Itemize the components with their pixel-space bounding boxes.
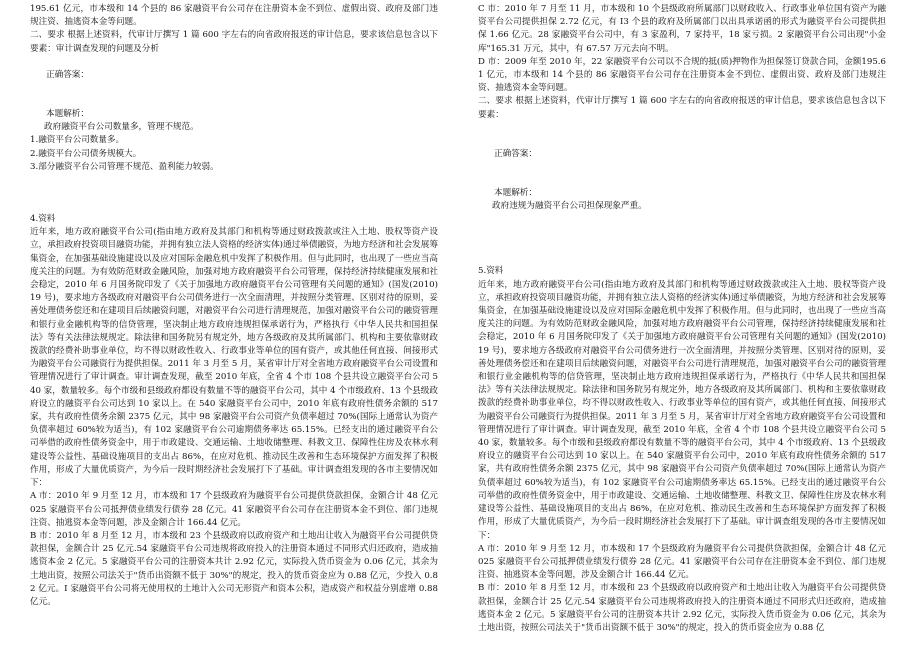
section5-paragraph-b: B 市：2010 年 8 月至 12 月，市本级和 23 个县级政府以政府资产和土地出让收入为融资平台公司提供贷款担保，金额合计 25 亿元.54 家融资平台公司违规将政府投入的注册资本通过不同形式归还政府，造成抽逃资本金 2 亿元。5 家融资平台公司的注册资本共计 2.92 亿元，实际投入货币资金为 0.06 亿元，其余为土地出资，按照公司法关于"货币出资额不低于 30%"的规定，投入的货币资金应为 0.88 亿 bbox=[478, 583, 886, 633]
left-analysis-point-3: 3.部分融资平台公司管理不规范、盈利能力较弱。 bbox=[30, 161, 219, 172]
right-analysis-heading: 政府违规为融资平台公司担保现象严重。 bbox=[492, 201, 647, 212]
left-analysis-label: 本题解析： bbox=[46, 109, 89, 120]
left-column bbox=[30, 3, 438, 609]
section4-paragraph-1: 近年来，地方政府融资平台公司(指由地方政府及其部门和机构等通过财政拨款或注入土地、股权等资产设立，承担政府投资项目融资功能，并拥有独立法人资格的经济实体)通过举债融资，为地方经济和社会发展筹集资金，在加强基础设施建设以及应对国际金融危机中发挥了积极作用。但与此同时，也出现了一些应当高度关注的问题。为有效防范财政金融风险，加强对地方政府融资平台公司管理，保持经济持续健康发展和社会稳定，2010 年 6 月国务院印发了《关于加强地方政府融资平台公司管理有关问题的通知》(国发(2010)19 号)，要求地方各级政府对融资平台公司债务进行一次全面清理，并按照分类管理、区别对待的原则，妥善处理债务偿还和在建项目后续融资问题，对融资平台公司进行清理规范，加强对融资平台公司的融资管理和银行业金融机构等的信贷管理，坚决制止地方政府违规担保承诺行为，严格执行《中华人民共和国担保法》等有关法律法规规定。除法律和国务院另有规定外，地方各级政府及其所属部门、机构和主要依靠财政拨款的经费补助事业单位，均不得以财政性收入、行政事业等单位的国有资产，或其他任何直接、间接形式为融资平台公司融资行为提供担保。2011 年 3 月至 5 月，某省审计厅对全省地方政府融资平台公司设置和管理情况进行了审计调查。审计调查发现，截至 2010 年底，全省 4 个市 108 个县共设立融资平台公司 540 家，数量较多。每个市级和县级政府都设有数量不等的融资平台公司，其中 4 个市级政府、13 个县级政府设立的融资平台公司达到 10 家以上。在 540 家融资平台公司中，2010 年底有政府性债务余额的 517 家，共有政府性债务余额 2375 亿元，其中 98 家融资平台公司资产负债率超过 70%(国际上通常认为资产负债率超过 60%较为适当)，有 102 家融资平台公司逾期债务率达 65.15%。已经支出的通过融资平台公司举借的政府性债务资金中，用于市政建设、交通运输、土地收储整理、科教文卫、保障性住房及农林水利建设等公益性、基础设施项目的支出占 86%，在应对危机、推动民生改善和生态环境保护方面发挥了积极作用，形成了大量优质资产，为今后一段时期经济社会发展打下了基础。审计调查组发现的各市主要情况如下： bbox=[30, 227, 438, 489]
section4-paragraph-a: A 市：2010 年 9 月至 12 月，市本级和 17 个县级政府为融资平台公司提供贷款担保，金额合计 48 亿元 025 家融资平台公司抵押债业绩发行债券 28 亿元。41 家融资平台公司存在注册资本金不到位、部门违规注资、抽逃资本金等问题，涉及金额合计 166.44 亿元。 bbox=[30, 491, 438, 528]
left-analysis-point-1: 1.融资平台公司数量多。 bbox=[30, 135, 125, 146]
right-city-c-text: C 市：2010 年 7 月至 11 月，市本级和 10 个县级政府所属部门以财政收入、行政事业单位国有资产为融资平台公司提供担保 2.72 亿元，有 I3 个县的政府及所属部门以出具承诺函的形式为融资平台公司提供担保 1.66 亿元。28 家融资平台公司中，有 3 家盈利，7 家持平，18 家亏损。2 家融资平台公司出现"小金库"165.31 万元，其中，有 67.57 万元去向不明。 bbox=[478, 4, 886, 54]
section5-paragraph-a: A 市：2010 年 9 月至 12 月，市本级和 17 个县级政府为融资平台公司提供贷款担保，金额合计 48 亿元 025 家融资平台公司抵押债业绩发行债券 28 亿元。41 家融资平台公司存在注册资本金不到位、部门违规注资、抽逃资本金等问题，涉及金额合计 166.44 亿元。 bbox=[478, 543, 886, 581]
left-requirement-text: 二、要求 根据上述资料，代审计厅撰写 1 篇 600 字左右的向省政府报送的审计信息，要求该信息包含以下要素：审计调查发现的问题及分析 bbox=[30, 30, 438, 54]
section4-paragraph-b: B 市：2010 年 8 月至 12 月，市本级和 23 个县级政府以政府资产和土地出让收入为融资平台公司提供贷款担保，金额合计 25 亿元.54 家融资平台公司违规将政府投入的注册资本通过不同形式归还政府，造成抽逃资本金 2 亿元。5 家融资平台公司的注册资本共计 2.92 亿元，实际投入货币资金为 0.06 亿元，其余为土地出资，按照公司法关于"货币出资额不低于 30%"的规定，投入的货币资金应为 0.88 亿元，少投入 0.82 亿元。I 家融资平台公司将无使用权的土地计入公司无形资产和资本公积，造成资产和权益分别虚增 0.88 亿元。 bbox=[30, 530, 438, 607]
left-analysis-point-2: 2.融资平台公司债务规模大。 bbox=[30, 148, 142, 159]
right-column bbox=[478, 3, 886, 635]
right-analysis-label: 本题解析： bbox=[494, 188, 537, 199]
section4-title: 4.资料 bbox=[30, 214, 56, 225]
section5-title: 5.资料 bbox=[478, 266, 504, 277]
left-analysis-heading: 政府融资平台公司数量多，管理不规范。 bbox=[44, 122, 199, 133]
left-answer-label: 正确答案： bbox=[46, 69, 89, 80]
right-requirement-text: 二、要求 根据上述资料，代审计厅撰写 1 篇 600 字左右的向省政府报送的审计信息，要求该信息包含以下要素： bbox=[478, 96, 886, 120]
section5-paragraph-1: 近年来，地方政府融资平台公司(指由地方政府及其部门和机构等通过财政拨款或注入土地、股权等资产设立，承担政府投资项目融资功能，并拥有独立法人资格的经济实体)通过举债融资，为地方经济和社会发展筹集资金，在加强基础设施建设以及应对国际金融危机中发挥了积极作用。但与此同时，也出现了一些应当高度关注的问题。为有效防范财政金融风险，加强对地方政府融资平台公司管理，保持经济持续健康发展和社会稳定，2010 年 6 月国务院印发了《关于加强地方政府融资平台公司管理有关问题的通知》(国发(2010)19 号)，要求地方各级政府对融资平台公司债务进行一次全面清理，并按照分类管理、区别对待的原则，妥善处理债务偿还和在建项目后续融资问题，对融资平台公司进行清理规范，加强对融资平台公司的融资管理和银行业金融机构等的信贷管理，坚决制止地方政府违规担保承诺行为，严格执行《中华人民共和国担保法》等有关法律法规规定。除法律和国务院另有规定外，地方各级政府及其所属部门、机构和主要依靠财政拨款的经费补助事业单位，均不得以财政性收入、行政事业等单位的国有资产，或其他任何直接、间接形式为融资平台公司融资行为提供担保。2011 年 3 月至 5 月，某省审计厅对全省地方政府融资平台公司设置和管理情况进行了审计调查。审计调查发现，截至 2010 年底，全省 4 个市 108 个县共设立融资平台公司 540 家，数量较多。每个市级和县级政府都设有数量不等的融资平台公司，其中 4 个市级政府、13 个县级政府设立的融资平台公司达到 10 家以上。在 540 家融资平台公司中，2010 年底有政府性债务余额的 517 家，共有政府性债务余额 2375 亿元，其中 98 家融资平台公司资产负债率超过 70%(国际上通常认为资产负债率超过 60%较为适当)，有 102 家融资平台公司逾期债务率达 65.15%。已经支出的通过融资平台公司举借的政府性债务资金中，用于市政建设、交通运输、土地收储整理、科教文卫、保障性住房及农林水利建设等公益性、基础设施项目的支出占 86%，在应对危机、推动民生改善和生态环境保护方面发挥了积极作用，形成了大量优质资产，为今后一段时期经济社会发展打下了基础。审计调查组发现的各市主要情况如下： bbox=[478, 279, 886, 541]
right-city-d-text: D 市：2009 年至 2010 年，22 家融资平台公司以不合规的抵(质)押物作为担保签订贷款合同，金额195.61 亿元，市本级和 14 个县的 86 家融资平台公司存在注册资本金不到位、虚假出资、政府及部门违规注资、抽逃资本金等问题。 bbox=[478, 56, 886, 94]
left-intro-text: 195.61 亿元，市本级和 14 个县的 86 家融资平台公司存在注册资本金不到位、虚假出资、政府及部门违规注资、抽逃资本金等问题。 bbox=[30, 4, 438, 28]
right-answer-label: 正确答案： bbox=[494, 148, 537, 159]
